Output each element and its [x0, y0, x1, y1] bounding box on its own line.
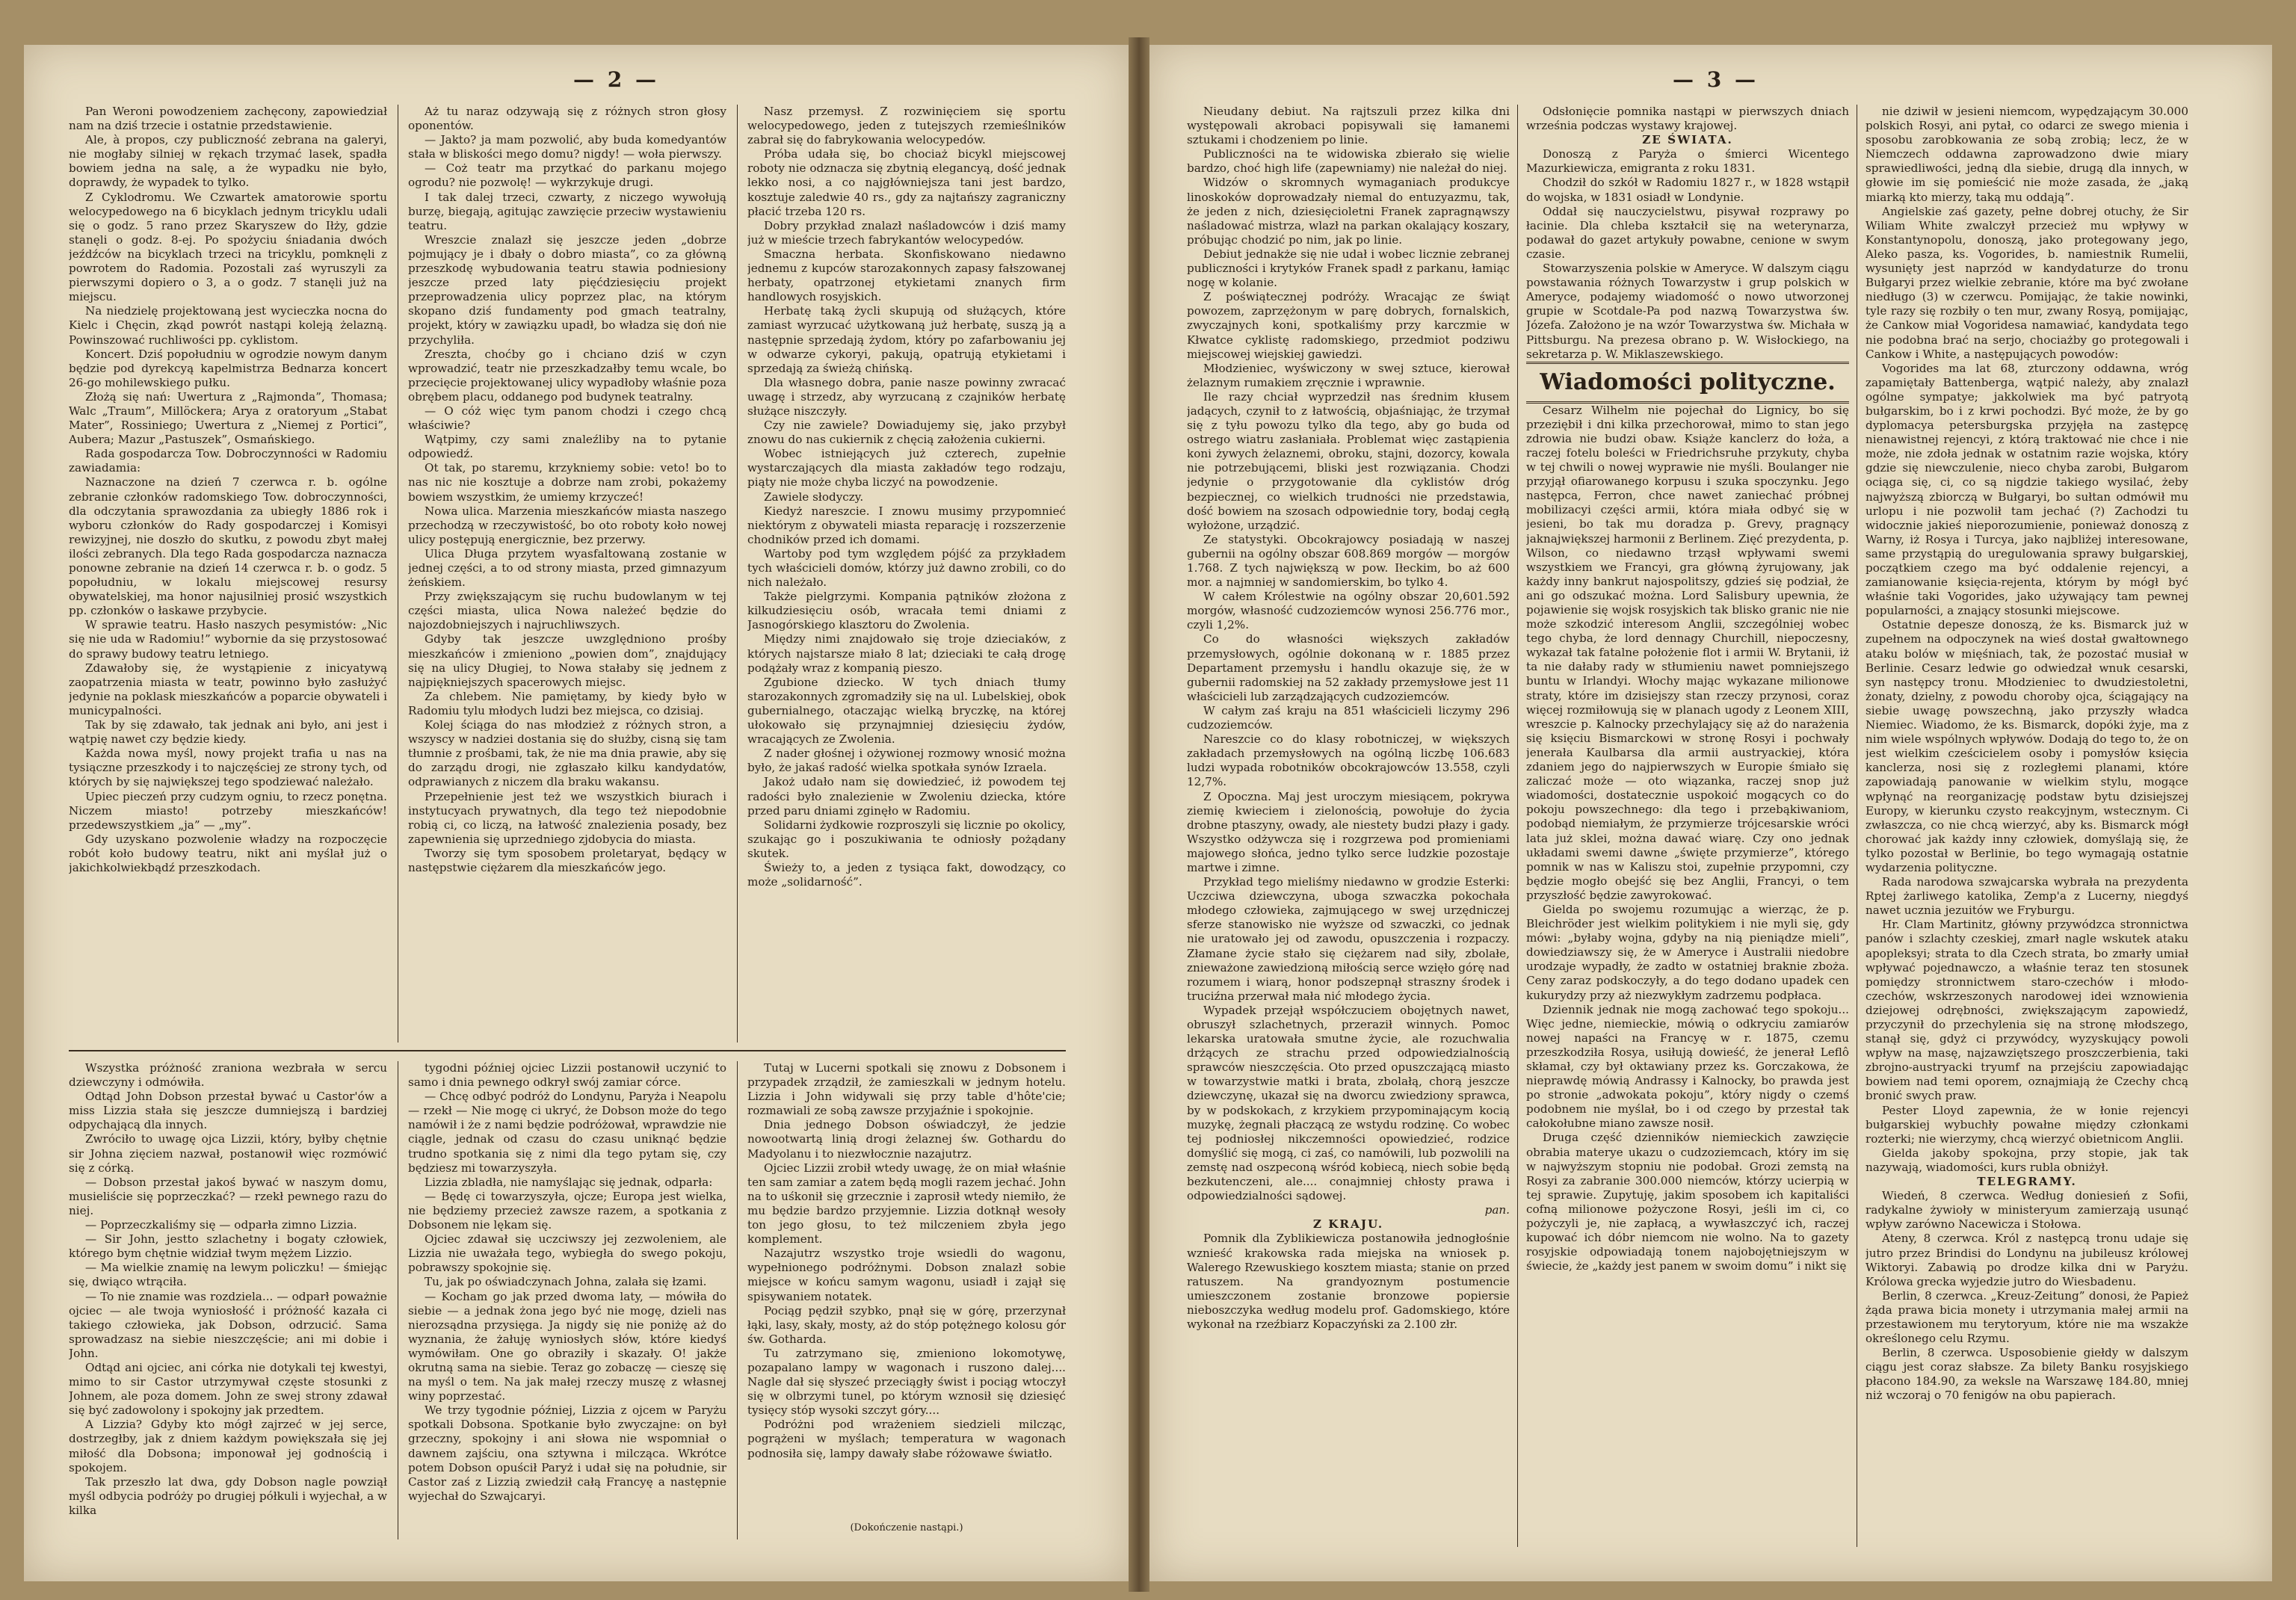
continuation [1526, 105, 1849, 133]
right-page [1149, 45, 2272, 1581]
paragraph: Wszystka próżność zraniona wezbrała w sercu dziewczyny i odmówiła. [69, 1061, 387, 1090]
paragraph: Próba udała się, bo chociaż bicykl miejscowej roboty nie odznacza się zbytnią elegancyą, dość jednak lekko nosi, a co najgłówniejsza tani jest bardzo, kosztuje zaledwie 40 rs., gdy za najtańszy zagraniczny płacić trzeba 120 rs. [747, 147, 1066, 218]
paragraph: Rada gospodarcza Tow. Dobroczynności w Radomiu zawiadamia: [69, 447, 387, 475]
paragraph: Wątpimy, czy sami znaleźliby na to pytanie odpowiedź. [408, 433, 726, 461]
paragraph: Przykład tego mieliśmy niedawno w grodzie Esterki: Uczciwa dziewczyna, uboga szwaczka pokochała młodego człowieka, zajmującego w swej urzędniczej sferze stanowisko nie wyższe od szwaczki, co jednak nie uratowało jej od zawodu, opuszczenia i rozpaczy. Złamane życie stało się ciężarem nad siły, zbolałe, znieważone zawiedzioną miłością serce wzięło górę nad rozumem i wiarą, honor podszepnął straszny środek i truciźna przerwał mała nić młodego życia. [1187, 875, 1510, 1003]
paragraph: Solidarni żydkowie rozproszyli się licznie po okolicy, szukając go i poszukiwania te odniosły pożądany skutek. [747, 818, 1066, 860]
paragraph: Wypadek przejął współczuciem obojętnych nawet, obruszył szlachetnych, przeraził winnych. Pomoc lekarska uratowała smutne życie, ale rozuchwalia drżących ze strachu przed odpowiedzialnością sprawców nieszczęścia. Oto przed opuszczającą miasto w towarzystwie matki i brata, zbolałą, chorą jeszcze dziewczynę, ukazał się na dworcu zwiedziony sprawca, by w podskokach, z krzykiem przypominającym kocią muzykę, żegnali płaczącą ze wstydu rodzinę. Co wobec tej podniosłej nikczemności opowiedzieć, rodzice domyślić się mogą, ci zaś, co namówili, lub pozwolili na zemstę nad oszpeconą wśród kobiecą, niech sobie będą bezkutenczeni, ale.... conajmniej chłosty prawa i odpowiedzialności sądowej. [1187, 1003, 1510, 1203]
paragraph: Druga część dzienników niemieckich zawzięcie obrabia materye ukazu o cudzoziemcach, który im się w najwyższym stopniu nie podobał. Grozi zemstą na Rosyi za zabranie 300.000 niemców, którzy ucierpią w tej sprawie. Zupytuję, jakim sposobem ich kapitaliści cofną milionowe pożyczone Rosyi, jeśli im ci, co pożyczyli je, nie zapłacą, a wywłaszczyć ich, raczej kupować ich dóbr niemcom nie wolno. Na to gazety rosyjskie odpowiadają tonem najobojętniejszym w świecie, że „każdy jest panem w swoim domu” i nikt się [1526, 1131, 1849, 1273]
paragraph: — Ma wielkie znamię na lewym policzku! — śmiejąc się, dwiąco wtrąciła. [69, 1261, 387, 1289]
paragraph: Upiec pieczeń przy cudzym ogniu, to rzecz ponętna. Niczem miasto! potrzeby mieszkańców! przedewszystkiem „ja” — „my”. [69, 789, 387, 832]
paragraph: Nareszcie co do klasy robotniczej, w większych zakładach przemysłowych na ogólną liczbę 106.683 ludzi wypada robotników obcokrajowców 13.558, czyli 12,7%. [1187, 732, 1510, 789]
paragraph: Podróżni pod wrażeniem siedzieli milcząc, pogrążeni w myślach; temperatura w wagonach podnosiła się, lampy dawały słabe różowawe światło. [747, 1418, 1066, 1460]
paragraph: Donoszą z Paryża o śmierci Wicentego Mazurkiewicza, emigranta z roku 1831. [1526, 147, 1849, 176]
paragraph: Ze statystyki. Obcokrajowcy posiadają w naszej gubernii na ogólny obszar 608.869 morgów — morgów 1.768. Z tych największą w pow. Iłeckim, bo aż 600 mor. a najmniej w sandomierskim, bo tylko 4. [1187, 532, 1510, 590]
paragraph: Chodził do szkół w Radomiu 1827 r., w 1828 wstąpił do wojska, w 1831 osiadł w Londynie. [1526, 176, 1849, 204]
paragraph: Cesarz Wilhelm nie pojechał do Lignicy, bo się przeziębił i dni kilka przechorował, mimo to stan jego zdrowia nie budzi obaw. Książe kanclerz do łoża, a raczej fotelu boleści w Friedrichsruhe przykuty, chyba w tej chwili o nowej wyprawie nie myśli. Boulanger nie przyjął ofiarowanego korpusu i szuka spoczynku. Jego następca, Ferron, chce nawet zaniechać próbnej mobilizacyi części armii, która miała odbyć się w jesieni, bo tak mu doradza p. Grevy, pragnący jaknajwiększej harmonii z Berlinem. Zięć prezydenta, p. Wilson, co niedawno trząsł wpływami swemi wszystkiem we Francyi, gra główną żyrujowany, jak każdy inny bankrut najospolitszy, gdzieś się podział, że ani go odszukać można. Lord Salisbury upewnia, że pojawienie się wojsk rosyjskich tak blisko granic nie nie może szkodzić interesom Anglii, szczególniej wobec tego chyba, że lord dennagy Churchill, niepoczesny, wykazał tak fatalne położenie flot i armii W. Brytanii, iż ta nie dałaby rady w stłumieniu nawet pomniejszego buntu w Irlandyi. Włochy mając wykazane milionowe straty, które im dzisiejszy stan rzeczy przynosi, coraz więcej rozmiłowują się w planach ugody z Leonem XIII, wreszcie p. Kalnocky przechylający się aż do narażenia się księciu Bismarckowi w stronę Rosyi i pochwały jenerała Kaulbarsa dla armii austryackiej, która zdaniem jego do najpierwszych w Europie śmiało się zaliczać może — oto wiązanka, raczej snop już wiadomości, dostatecznie uspokoić mogących co do pokoju powszechnego: dla tego i przebąkiwaniom, podobąd niemiałym, że przymierze trójcesarskie wróci lata już sklei, można dawać wiarę. Czy ono jednak układami swemi dawne „święte przymierze”, którego pomnik w nas w Kaliszu stoi, zupełnie przypomni, czy będzie mogło obejść się bez Anglii, Francyi, o tem przyszłość będzie zawyrokować. [1526, 403, 1849, 902]
paragraph: Rada narodowa szwajcarska wybrała na prezydenta Rptej żarliwego katolika, Zemp'a z Lucerny, niegdyś nawet ucznia jezuitów we Fryburgu. [1866, 875, 2188, 918]
paragraph: Tutaj w Lucerni spotkali się znowu z Dobsonem i przypadek zrządził, że zamieszkali w jednym hotelu. Lizzia i John widywali się przy table d'hôte'cie; rozmawiali ze sobą zawsze przyjaźnie i spokojnie. [747, 1061, 1066, 1118]
column-rule [737, 1061, 738, 1539]
paragraph: Widzów o skromnych wymaganiach produkcye linoskoków doprowadzały niemal do entuzyazmu, tak, że jeden z nich, dziesięcioletni Franek zapragnąwszy naśladować mistrza, wlazł na parkan okalający koszary, próbując chodzić po nim, jak po linie. [1187, 176, 1510, 247]
signature: pan. [1484, 1203, 1510, 1217]
paragraph: Gdy uzyskano pozwolenie władzy na rozpoczęcie robót koło budowy teatru, nikt ani myślał już o jakichkolwiekbądź przeszkodach. [69, 832, 387, 874]
paragraph: Publiczności na te widowiska zbierało się wielie bardzo, choć high life (zapewniamy) nie należał do niej. [1187, 147, 1510, 176]
local-news [1187, 105, 1510, 1203]
polityczne-continued [1866, 105, 2188, 1175]
paragraph: Złożą się nań: Uwertura z „Rajmonda”, Thomasa; Walc „Traum”, Millöckera; Arya z oratoryum „Stabat Mater”, Rossiniego; Uwertura z „Niemej z Portici”, Aubera; Mazur „Pastuszek”, Osmańskiego. [69, 389, 387, 447]
right-column-3 [1866, 105, 2188, 1547]
paragraph: Ot tak, po staremu, krzykniemy sobie: veto! bo to nas nic nie kosztuje a dobrze nam zrobi, pokażemy bowiem wszystkim, że umiemy krzyczeć! [408, 461, 726, 504]
paragraph: Zwróciło to uwagę ojca Lizzii, który, byłby chętnie sir Johna zięciem nazwał, postanowił więc rozmówić się z córką. [69, 1132, 387, 1175]
page-number: — 3 — [1673, 67, 1759, 92]
paragraph: Nowa ulica. Marzenia mieszkańców miasta naszego przechodzą w rzeczywistość, bo oto roboty koło nowej ulicy postępują energicznie, bez przerwy. [408, 504, 726, 546]
paragraph: Gdyby tak jeszcze uwzględniono prośby mieszkańców i zmieniono „powien dom”, znajdujący się na ulicy Długiej, to Nowa stałaby się jednem z najpiękniejszych spacerowych miejsc. [408, 632, 726, 689]
paragraph: Ojciec zdawał się uczciwszy jej zezwoleniem, ale Lizzia nie uważała tego, wybiegła do swego pokoju, pobrawszy spokojnie się. [408, 1232, 726, 1275]
feuilleton-column-3 [747, 1061, 1066, 1510]
paragraph: Z Opoczna. Maj jest uroczym miesiącem, pokrywa ziemię kwieciem i zielonością, powołuje do życia drobne ptaszyny, owady, ale niestety budzi płazy i gady. Wszystko odżywcza się i rozgrzewa pod promieniami majowego słońca, jedno tylko serce ludzkie pozostaje martwe i zimne. [1187, 789, 1510, 874]
paragraph: Także pielgrzymi. Kompania pątników złożona z kilkudziesięciu osób, wracała temi dniami z Jasnogórskiego klasztoru do Zwolenia. [747, 590, 1066, 632]
paragraph: — To nie znamie was rozdziela... — odparł poważnie ojciec — ale twoja wyniosłość i próżność kazała ci takiego człowieka, jak Dobson, odrzucić. Sama sprowadzasz na siebie nieszczęście; ani mi dobie i John. [69, 1289, 387, 1360]
paragraph: Odtąd John Dobson przestał bywać u Castor'ów a miss Lizzia stała się jeszcze dumniejszą i bardziej odpychającą dla innych. [69, 1090, 387, 1132]
paragraph: Pan Weroni powodzeniem zachęcony, zapowiedział nam na dziś trzecie i ostatnie przedstawienie. [69, 105, 387, 133]
polityczne-text [1526, 404, 1849, 1274]
paragraph: — Poprzeczkaliśmy się — odparła zimno Lizzia. [85, 1218, 357, 1232]
paragraph: Ateny, 8 czerwca. Król z następcą tronu udaje się jutro przez Brindisi do Londynu na jubileusz królowej Wiktoryi. Zabawią po drodze kilka dni w Paryżu. Królowa grecka wyjedzie jutro do Wiesbadenu. [1866, 1232, 2188, 1288]
paragraph: Stowarzyszenia polskie w Ameryce. W dalszym ciągu powstawania różnych Towarzystw i grup polskich w Ameryce, podajemy wiadomość o nowo utworzonej grupie w Scotdale-Pa pod nazwą Towarzystwa św. Józefa. Założono je na wzór Towarzystwa św. Michała w Pittsburgu. Na prezesa obrano p. W. Wisłockiego, na sekretarza p. W. Miklaszewskiego. [1526, 262, 1849, 361]
paragraph: Aż tu naraz odzywają się z różnych stron głosy oponentów. [408, 105, 726, 133]
paragraph: Każda nowa myśl, nowy projekt trafia u nas na tysiączne przeszkody i to najczęściej ze strony tych, od których by się największej tego spodziewać należało. [69, 747, 387, 789]
paragraph: Tak przeszło lat dwa, gdy Dobson nagle powziął myśl odbycia podróży po drugiej półkuli i wyjechał, a w kilka [69, 1474, 387, 1517]
paragraph: Angielskie zaś gazety, pełne dobrej otuchy, że Sir Wiliam White zwalczył przecież mu wpływy w Konstantynopolu, donoszą, jako protegowany jego, Aleko pasza, ks. Vogorides, b. namiestnik Rumelii, wysunięty jest naprzód w kandydaturze do tronu Bułgaryi przez wielkie zebranie, które ma być zwołane niedługo (3) w czerwcu. Pomijając, że takie nowinki, tyle razy się rozbiły o ten mur, zwany Rosyą, pomijając, że Cankow miał Vogoridesa namawiać, kandydata tego nie podobna brać na serjo, chociażby go protegowali i Cankow i White, a następujących powodów: [1866, 204, 2188, 361]
paragraph: Czy nie zawiele? Dowiadujemy się, jako przybył znowu do nas cukiernik z chęcią założenia cukierni. [747, 418, 1066, 447]
paragraph: Ale, à propos, czy publiczność zebrana na galeryi, nie mogłaby silniej w rękach trzymać lasek, spadła bowiem jedna na salę, a że wypadku nie było, doprawdy, że wypadek to tylko. [69, 133, 387, 190]
paragraph: Kiedyż nareszcie. I znowu musimy przypomnieć niektórym z obywateli miasta reparację i rozszerzenie chodników przed ich domami. [747, 504, 1066, 546]
paragraph: A Lizzia? Gdyby kto mógł zajrzeć w jej serce, dostrzegłby, jak z dniem każdym powiększała się jej miłość dla Dobsona; imponował jej godnością i spokojem. [69, 1418, 387, 1474]
paragraph: Ojciec Lizzii zrobił wtedy uwagę, że on miał właśnie ten sam zamiar a zatem będą mogli razem jechać. John na to uśkonił się grzecznie i zaprosił wtedy niemiło, że mu będzie bardzo przyjemnie. Lizzia dotknął wesoły ton jego głosu, to też milczeniem zbyła jego komplement. [747, 1161, 1066, 1247]
paragraph: — Jakto? ja mam pozwolić, aby buda komedyantów stała w bliskości mego domu? nigdy! — woła pierwszy. [408, 133, 726, 161]
paragraph: Berlin, 8 czerwca. Usposobienie giełdy w dalszym ciągu jest coraz słabsze. Za bilety Banku rosyjskiego płacono 184.90, za weksle na Warszawę 184.80, mniej niż wczoraj o 70 fenigów na obu papierach. [1866, 1346, 2188, 1403]
paragraph: Pester Lloyd zapewnia, że w łonie rejencyi bułgarskiej wybuchły powałne między członkami rozterki; nie wierzymy, chcą wierzyć obietnicom Anglii. [1866, 1103, 2188, 1146]
paragraph: Koncert. Dziś popołudniu w ogrodzie nowym danym będzie pod dyrekcyą kapelmistrza Bednarza koncert 26-go mohilewskiego pułku. [69, 347, 387, 389]
paragraph: — Sir John, jestto szlachetny i bogaty człowiek, którego bym chętnie widział twym mężem Lizzio. [69, 1232, 387, 1261]
paragraph: Jakoż udało nam się dowiedzieć, iż powodem tej radości było znalezienie w Zwoleniu dziecka, które przed paru dniami zginęło w Radomiu. [747, 775, 1066, 818]
paragraph: I tak dalej trzeci, czwarty, z niczego wywołują burzę, biegają, agitując zawzięcie przeciw wystawieniu teatru. [408, 190, 726, 232]
paragraph: Nasz przemysł. Z rozwinięciem się sportu welocypedowego, jeden z tutejszych rzemieślników zabrał się do fabrykowania welocypedów. [747, 105, 1066, 147]
paragraph: Gielda jakoby spokojna, przy stopie, jak tak nazywają, wiadomości, kurs rubla obniżył. [1866, 1146, 2188, 1174]
paragraph: Dnia jednego Dobson oświadczył, że jedzie nowootwartą linią drogi żelaznej św. Gothardu do Madyolanu i to niezwłocznie nazajutrz. [747, 1118, 1066, 1161]
paragraph: — Coż teatr ma przytkać do parkanu mojego ogrodu? nie pozwolę! — wykrzykuje drugi. [408, 161, 726, 190]
paragraph: W sprawie teatru. Hasło naszych pesymistów: „Nic się nie uda w Radomiu!” wybornie da się przystosować do sprawy budowy teatru letniego. [69, 618, 387, 661]
feuilleton-column-1 [69, 1061, 387, 1539]
paragraph: Zreszta, choćby go i chciano dziś w czyn wprowadzić, teatr nie przeszkadzałby temu wcale, bo przecięcie projektowanej ulicy wypadłoby właśnie poza obrębem placu, oddanego pod budynek teatralny. [408, 347, 726, 404]
paragraph: Świeży to, a jeden z tysiąca fakt, dowodzący, co może „solidarność”. [747, 860, 1066, 889]
paragraph: Dobry przykład znalazł naśladowców i dziś mamy już w mieście trzech fabrykantów welocypedów. [747, 218, 1066, 247]
paragraph: Przepełnienie jest też we wszystkich biurach i instytucyach prywatnych, dla tego też niepodobnie robią ci, co liczą, na łatwość znalezienia posady, bez zapewnienia się uprzedniego zjdobycia do miasta. [408, 789, 726, 846]
paragraph: Młodzieniec, wyświczony w swej sztuce, kierował żelaznym rumakiem zręcznie i wprawnie. [1187, 361, 1510, 389]
paragraph: Nieudany debiut. Na rajtszuli przez kilka dni występowali akrobaci popisywali się łamanemi sztukami i chodzeniem po linie. [1187, 105, 1510, 147]
paragraph: Przy zwiększającym się ruchu budowlanym w tej części miasta, ulica Nowa należeć będzie do najozdobniejszych i najruchliwszych. [408, 590, 726, 632]
paragraph: Zawiele słodyczy. [764, 489, 864, 504]
paragraph: Wartoby pod tym względem pójść za przykładem tych właścicieli domów, którzy już dawno zrobili, co do nich należało. [747, 546, 1066, 590]
paragraph: Wobec istniejących już czterech, zupełnie wystarczających dla miasta zakładów tego rodzaju, piąty nie może chyba liczyć na powodzenie. [747, 447, 1066, 489]
paragraph: Z Cyklodromu. We Czwartek amatorowie sportu welocypedowego na 6 bicyklach jednym tricyklu udali się o godz. 5 rano przez Skaryszew do Iłży, gdzie stanęli o godz. 8-ej. Po spożyciu śniadania dwóch jeźdźców na bicyklach trzeci na tricyklu, pomknęli z powrotem do Radomia. Pozostali zaś wyruszyli za pierwszymi dopiero o 3, a o godz. 7 stanęli już na miejscu. [69, 190, 387, 304]
paragraph: Za chlebem. Nie pamiętamy, by kiedy było w Radomiu tylu młodych ludzi bez miejsca, co dzisiaj. [408, 689, 726, 717]
section-heading-polityczne: Wiadomości polityczne. [1526, 362, 1849, 404]
paragraph: Między nimi znajdowało się troje dzieciaków, z których najstarsze miało 8 lat; dzieciaki te całą drogę podążały wraz z kompanią pieszo. [747, 632, 1066, 675]
paragraph: Gielda po swojemu rozumując a wierząc, że p. Bleichröder jest wielkim politykiem i nie myli się, gdy mówi: „byłaby wojna, gdyby na nią pieniądze mieli”, dowiedziawszy się, że w Ameryce i Australii niedobre urodzaje wypadły, że zadto w ostatniej braknie zboża. Ceny zaraz podskoczyły, a do tego dodano upadek cen kukurydzy przy aż niezwykłym zadrzemu podpłaca. [1526, 902, 1849, 1002]
paragraph: — Dobson przestał jakoś bywać w naszym domu, musieliście się poprzeczkać? — rzekł pewnego razu do niej. [69, 1175, 387, 1217]
paragraph: Smaczna herbata. Skonfiskowano niedawno jednemu z kupców starozakonnych zapasy fałszowanej herbaty, opatrzonej etykietami znanych firm handlowych rosyjskich. [747, 247, 1066, 304]
continued-note: (Dokończenie nastąpi.) [850, 1522, 963, 1533]
feuilleton-rule [69, 1050, 1066, 1051]
paragraph: Oddał się nauczycielstwu, pisywał rozprawy po łacinie. Dla chleba kształcił się na weterynarza, podawał do gazet artykuły powabne, cenione w swym czasie. [1526, 204, 1849, 261]
paragraph: We trzy tygodnie później, Lizzia z ojcem w Paryżu spotkali Dobsona. Spotkanie było zwyczajne: on był grzeczny, spokojny i ani słowa nie wspomniał o dawnem zajściu, ona sztywna i milcząca. Wkrótce potem Dobson opuścił Paryż i udał się na południe, sir Castor zaś z Lizzią zwiedził całą Francyę a następnie wyjechał do Szwajcaryi. [408, 1403, 726, 1503]
page-number: — 2 — [573, 67, 659, 92]
left-column-3 [747, 105, 1066, 1043]
paragraph: Lizzia zbladła, nie namyślając się jednak, odparła: [425, 1175, 713, 1189]
paragraph: Ulica Długa przytem wyasfaltowaną zostanie w jednej części, a to od strony miasta, przed gimnazyum żeńskiem. [408, 546, 726, 590]
paragraph: Odtąd ani ojciec, ani córka nie dotykali tej kwestyi, mimo to sir Castor utrzymywał częste stosunki z Johnem, ale poza domem. John ze swej strony zdawał się być zadowolony i spokojny jak przedtem. [69, 1360, 387, 1418]
telegramy-text [1866, 1189, 2188, 1403]
paragraph: Dziennik jednak nie mogą zachować tego spokoju... Więc jedne, niemieckie, mówią o odkryciu zamiarów nowej napaści na Francyę w r. 1875, czemu przeszkodziła Rosya, usiłują dowieść, że jenerał Leflô skłamał, czy był oktawiany przez ks. Gorczakowa, że nieprawdę mówią Andrassy i Kalnocky, bo prawda jest po stronie „adwokata pokoju”, który nigdy o czemś podobnem nie myślał, bo i od czego by przestał tak całokołubne miano zawsze nosił. [1526, 1002, 1849, 1131]
paragraph: Tak by się zdawało, tak jednak ani było, ani jest i wątpię nawet czy będzie kiedy. [69, 718, 387, 747]
paragraph: Hr. Clam Martinitz, główny przywódzca stronnictwa panów i szlachty czeskiej, zmarł nagle wskutek ataku apopleksyi; strata to dla Czech strata, bo zmarły umiał wpływać pojednawczo, a właśnie teraz ten stosunek pomiędzy stronnictwem staro-czechów i młodo-czechów, wskrzeszonych narodowej idei wznowienia dziejowej odrębności, zwiększającym zapowiedź, przyczynił do przechylenia się na stronę młodszego, stanął się, gdyż ci przywódcy, wyzyskujący powoli wpływ na masę, najzawziętszego proszczerbienia, taki zbrojno-austryacki tryumf na przejściu zapowiadając bowiem nad temi oporem, oznajmiają że Czechy chcą bronić swych praw. [1866, 918, 2188, 1103]
paragraph: Herbatę taką życli skupują od służących, które zamiast wyrzucać użytkowaną już herbatę, suszą ją a następnie sprzedają żydom, który po zafarbowaniu jej w odwarze cykoryi, pakują, opatrują etykietami i sprzedają za świeżą chińską. [747, 304, 1066, 375]
paragraph: Co do własności większych zakładów przemysłowych, ogólnie dokonaną w r. 1885 przez Departament przemysłu i handlu okazuje się, że w gubernii radomskiej na 52 zakłady przemysłowe jest 11 właścicieli lub zarządzających cudzoziemców. [1187, 632, 1510, 703]
feuilleton-column-2 [408, 1061, 726, 1539]
paragraph: Kolej ściąga do nas młodzież z różnych stron, a wszyscy w nadziei dostania się do służby, cisną się tam tłumnie z prośbami, tak, że nie ma dnia prawie, aby się do zarządu drogi, nie zgłaszało kilku kandydatów, odprawianych z niczem dla braku wakansu. [408, 718, 726, 789]
paragraph: Nazajutrz wszystko troje wsiedli do wagonu, wypełnionego podróżnymi. Dobson znalazł sobie miejsce w końcu samym wagonu, usiadł i zajął się spisywaniem notatek. [747, 1247, 1066, 1303]
paragraph: Zgubione dziecko. W tych dniach tłumy starozakonnych zgromadziły się na ul. Lubelskiej, obok gubernialnego, otaczając wielką bryczkę, na której ułokowało się przynajmniej dziesięciu żydów, wracających ze Zwolenia. [747, 675, 1066, 747]
paragraph: W całym zaś kraju na 851 właścicieli liczymy 296 cudzoziemców. [1187, 703, 1510, 732]
paragraph: Wreszcie znalazł się jeszcze jeden „dobrze pojmujący je i dbały o dobro miasta”, co za główną przeszkodę wybudowania teatru stawia podniesiony jeszcze przed laty pięćdziesięciu projekt przeprowadzenia ulicy poprzez plac, na którym skopano dziś fundamenty pod gmach teatralny, projekt, który w zawiązku upadł, bo władza się doń nie przychyliła. [408, 232, 726, 347]
paragraph: Berlin, 8 czerwca. „Kreuz-Zeitung” donosi, że Papież żąda prawa bicia monety i utrzymania małej armii na przestawionem mu terytoryum, które nie ma wszakże określonego celu Rzymu. [1866, 1288, 2188, 1346]
paragraph: Tworzy się tym sposobem proletaryat, będący w następstwie ciężarem dla mieszkańców jego. [408, 846, 726, 874]
paragraph: Wiedeń, 8 czerwca. Według doniesień z Sofii, radykalne żywioły w ministeryum zamierzają usunąć wpływ zarówno Nacewicza i Stołowa. [1866, 1189, 2188, 1232]
right-column-1 [1187, 105, 1510, 1547]
paragraph: Ostatnie depesze donoszą, że ks. Bismarck już w zupełnem na odpoczynek na wieś dostał gwałtownego ataku bolów w mięśniach, tak, że pozostać musiał w Berlinie. Cesarz ledwie go odwiedzał wnuk cesarski, syn następcy tronu. Młodzieniec to dwudziestoletni, żonaty, dzielny, z powodu choroby ojca, ściągający na siebie uwagę powszechną, jako przyszły władca Niemiec. Wiadomo, że ks. Bismarck, dopóki żyje, ma z nim wiele wspólnych wpływów. Dodają do tego to, że on jest wielkim cześcicielem osoby i pomysłów księcia kanclerza, nosi się z rozległemi planami, które zapowiadają panowanie w wielkim stylu, mogące wpłynąć na reorganizację podstaw bytu dzisiejszej Europy, w kierunku czysto reakcyjnym, wstecznym. Ci zwłaszcza, co nie chcą wierzyć, aby ks. Bismarck mógł chorować jak każdy inny człowiek, domyślają się, że tylko pozostał w Berlinie, bo tego wymagają ostatnie wydarzenia polityczne. [1866, 618, 2188, 874]
paragraph: Zdawałoby się, że wystąpienie z inicyatywą zaopatrzenia miasta w teatr, powinno było zasłużyć jedynie na poklask mieszkańców a poparcie obywateli i municypalności. [69, 661, 387, 717]
column-rule [1517, 105, 1518, 1547]
paragraph: Tu zatrzymano się, zmieniono lokomotywę, pozapalano lampy w wagonach i ruszono dalej.... Nagle dał się słyszeć przeciągły świst i pociąg wtoczył się w olbrzymi tunel, po którym wznosił się dziesięć tysięcy stóp wysoki szczyt góry.... [747, 1346, 1066, 1418]
left-column-2 [408, 105, 726, 1043]
paragraph: tygodni później ojciec Lizzii postanowił uczynić to samo i dnia pewnego odkrył swój zamiar córce. [408, 1061, 726, 1090]
paragraph: Z poświątecznej podróży. Wracając ze świąt powozem, zaprzężonym w parę dobrych, fornalskich, zwyczajnych koni, spotkaliśmy przy karczmie w Kłwatce cyklistę radomskiego, przedmiot podziwu miejscowej wiejskiej gawiedzi. [1187, 290, 1510, 361]
paragraph: Debiut jednakże się nie udał i wobec licznie zebranej publiczności i krytyków Franek spadł z parkanu, łamiąc nogę w kolanie. [1187, 247, 1510, 290]
paragraph: Tu, jak po oświadczynach Johna, zalała się łzami. [425, 1275, 707, 1289]
left-column-1 [69, 105, 387, 1043]
paragraph: nie dziwił w jesieni niemcom, wypędzającym 30.000 polskich Rosyi, ani pytał, co odarci ze swego mienia i sposobu zarobkowania ze sobą zrobią; lecz, że w Niemczech oddawna zaprowadzono dwie miary sprawiedliwości, jedną dla siebie, drugą dla innych, w głowie im się pomieścić nie może zasada, że „jaką miarką kto mierzy, taką mu oddają”. [1866, 105, 2188, 204]
paragraph: Odsłonięcie pomnika nastąpi w pierwszych dniach września podczas wystawy krajowej. [1526, 105, 1849, 133]
ze-swiata-text [1526, 147, 1849, 361]
paragraph: Z nader głośnej i ożywionej rozmowy wnosić można było, że jakaś radość wielka spotkała synów Izraela. [747, 747, 1066, 775]
section-heading-ze-swiata: ZE ŚWIATA. [1642, 133, 1733, 147]
paragraph: W całem Królestwie na ogólny obszar 20,601.592 morgów, własność cudzoziemców wynosi 256.776 mor., czyli 1,2%. [1187, 590, 1510, 632]
book-gutter [1129, 37, 1149, 1592]
paragraph: Dla własnego dobra, panie nasze powinny zwracać uwagę i strzedz, aby wyrzucaną z czajników herbatę służące niszczyły. [747, 375, 1066, 418]
left-page [24, 45, 1129, 1581]
paragraph: Pociąg pędził szybko, pnął się w górę, przerzynał łąki, lasy, skały, mosty, aż do stóp potężnego kolosu gór św. Gotharda. [747, 1303, 1066, 1346]
paragraph: Naznaczone na dzień 7 czerwca r. b. ogólne zebranie członków radomskiego Tow. dobroczynności, dla odczytania sprawozdania za ubiegły 1886 rok i wyboru członków do Rady gospodarczej i Komisyi rewizyjnej, nie doszło do skutku, z powodu zbyt małej ilości zebranych. Dla tego Rada gospodarcza naznacza ponowne zebranie na dzień 14 czerwca r. b. o godz. 5 popołudniu, w lokalu miejscowej resursy obywatelskiej, ma honor najusilniej prosić wszystkich pp. członków o łaskawe przybycie. [69, 475, 387, 618]
section-heading-z-kraju: Z KRAJU. [1312, 1217, 1384, 1232]
paragraph: Ile razy chciał wyprzedził nas średnim kłusem jadących, czynił to z łatwością, objaśniając, że trzymał się z tyłu powozu tylko dla tego, aby go buda od ostrego wiatru zasłaniała. Problemat więc zastąpienia koni żywych żelaznemi, obroku, stajni, dozorcy, kowala nie potrzebującemi, bliski jest rozwiązania. Chodzi jedynie o przygotowanie dla cyklistów dróg bezpiecznej, co wielkich trudności nie przedstawia, dość bowiem na szosach odpowiednie tory, bodaj cegłą wyłożone, urządzić. [1187, 389, 1510, 532]
paragraph: — Kocham go jak przed dwoma laty, — mówiła do siebie — a jednak żona jego być nie mogę, dzieli nas nierozsądna przysięga. Ja nigdy się nie poniżę aż do wyznania, że żałuję wyniosłych słów, które kiedyś wymówiłam. One go obraziły i skazały. O! jakże okrutną sama na siebie. Teraz go zobaczę — cieszę się na myśl o tem. Na jak małej rzeczy muszę z własnej winy poprzestać. [408, 1289, 726, 1403]
paragraph: Na niedzielę projektowaną jest wycieczka nocna do Kielc i Chęcin, zkąd powrót nastąpi koleją żelazną. Powinszować ruchliwości pp. cyklistom. [69, 304, 387, 347]
paragraph: — Chcę odbyć podróż do Londynu, Paryża i Neapolu — rzekł — Nie mogę ci ukryć, że Dobson może do tego namówił i że z nami będzie podróżował, wprawdzie nie ciągle, jednak od czasu do czasu uniknąć będzie trudno spotkania się z nimi dla tego pytam się, czy będziesz mi towarzyszyła. [408, 1090, 726, 1175]
right-column-2 [1526, 105, 1849, 1547]
paragraph: Vogorides ma lat 68, zturczony oddawna, wróg zapamiętały Battenberga, wątpić należy, aby znalazł ogólne sympatye; jakkolwiek ma być patryotą bułgarskim, bo i z krwi pochodzi. Być może, że by go dyplomacya petersburgska przyjęła na zastępcę nienawistnej rejencyi, z którą traktować nie chce i nie może, nie zdoła jednak w ostatnim razie wojska, który gdzie się niewczulenie, nieco chyba zarobi, Bułgarom ociąga się, ci, co są nigdzie takiego wysilać, żeby najwyższą zbiorczą w Bułgaryi, bo sułtan odmówił mu urlopu i nie pozwolił tam jechać (?) Zachodzi tu widocznie jakieś nieporozumienie, ponieważ donoszą z Warny, iż Rosya i Turcya, jako najbliżej interesowane, same przystąpią do uregulowania sprawy bułgarskiej, początkiem czego ma być oddalenie rejencyi, a zamianowanie księcia-rejenta, którym by mógł być właśnie taki Vogorides, jako używający tam pewnej popularności, a znający stosunki miejscowe. [1866, 361, 2188, 618]
column-rule [737, 105, 738, 1043]
paragraph: — O cóż więc tym panom chodzi i czego chcą właściwie? [408, 404, 726, 433]
section-heading-telegramy: TELEGRAMY. [1977, 1175, 2077, 1189]
paragraph: — Będę ci towarzyszyła, ojcze; Europa jest wielka, nie będziemy przecież zawsze razem, a spotkania z Dobsonem nie lękam się. [408, 1189, 726, 1232]
z-kraju-text: Pomnik dla Zyblikiewicza postanowiła jednogłośnie wznieść krakowska rada miejska na wniosek p. Walerego Rzewuskiego kosztem miasta; stanie on przed ratuszem. Na grandyoznym postumencie umieszczonem zostanie bronzowe popiersie nieboszczyka według modelu prof. Gadomskiego, które wykonał na rzeźbiarz Kopaczyński za 2.100 złr. [1187, 1232, 1510, 1331]
